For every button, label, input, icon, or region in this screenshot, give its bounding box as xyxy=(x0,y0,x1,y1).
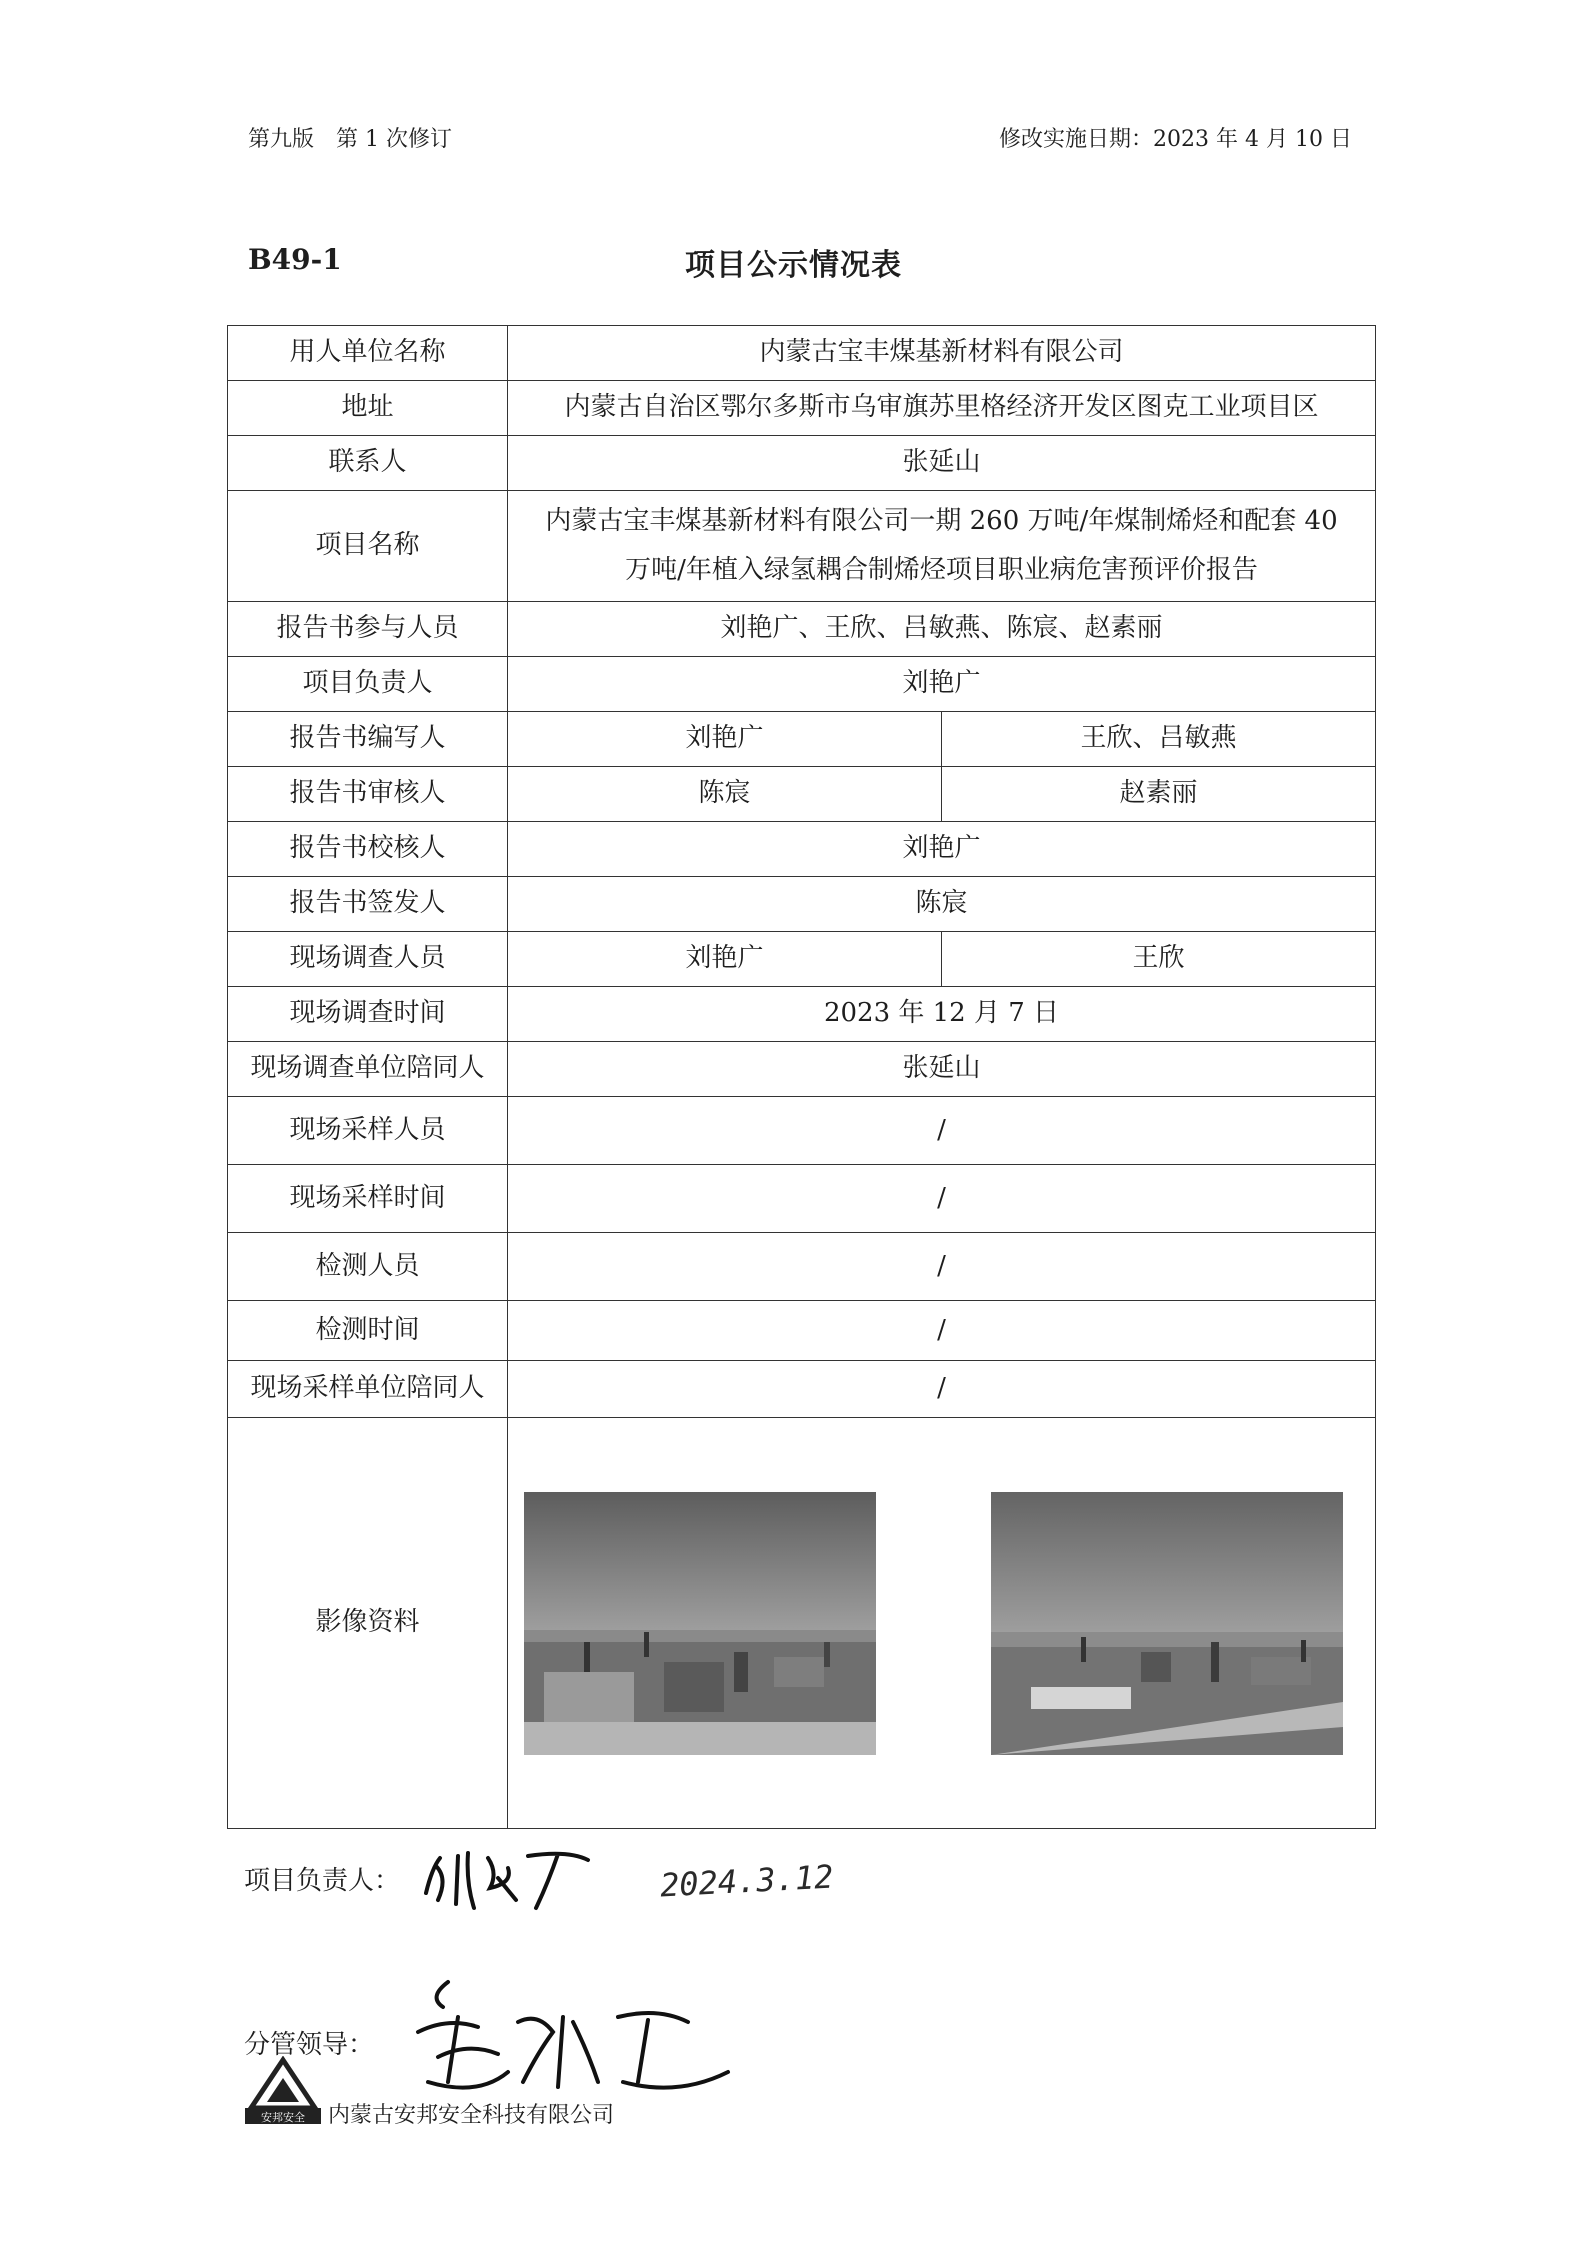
table-row xyxy=(228,657,1376,712)
survey-escort-value: 张延山 xyxy=(508,1042,1376,1097)
table-row xyxy=(228,767,1376,822)
contact-label: 联系人 xyxy=(228,436,508,491)
leader-label: 项目负责人 xyxy=(228,657,508,712)
table-row xyxy=(228,1301,1376,1361)
survey-staff-label: 现场调查人员 xyxy=(228,932,508,987)
testing-time-value: / xyxy=(508,1301,1376,1361)
table-row xyxy=(228,326,1376,381)
reviewer-value-b: 赵素丽 xyxy=(942,767,1376,822)
table-row xyxy=(228,1165,1376,1233)
employer-label: 用人单位名称 xyxy=(228,326,508,381)
sampling-time-label: 现场采样时间 xyxy=(228,1165,508,1233)
table-row xyxy=(228,602,1376,657)
site-photo-1 xyxy=(524,1492,876,1755)
issuer-label: 报告书签发人 xyxy=(228,877,508,932)
checker-label: 报告书校核人 xyxy=(228,822,508,877)
version-info: 第九版 第 1 次修订 xyxy=(248,127,452,152)
project-name-label: 项目名称 xyxy=(228,491,508,602)
table-row xyxy=(228,1418,1376,1829)
testing-staff-label: 检测人员 xyxy=(228,1233,508,1301)
leader-handwritten-signature xyxy=(418,1838,618,1918)
writer-label: 报告书编写人 xyxy=(228,712,508,767)
survey-time-label: 现场调查时间 xyxy=(228,987,508,1042)
project-info-table xyxy=(227,325,1376,1829)
testing-time-label: 检测时间 xyxy=(228,1301,508,1361)
logo-text: 安邦安全 xyxy=(261,2111,305,2124)
sampling-escort-label: 现场采样单位陪同人 xyxy=(228,1361,508,1418)
images-label: 影像资料 xyxy=(228,1418,508,1829)
table-row xyxy=(228,381,1376,436)
participants-label: 报告书参与人员 xyxy=(228,602,508,657)
reviewer-label: 报告书审核人 xyxy=(228,767,508,822)
table-row xyxy=(228,712,1376,767)
page-title: 项目公示情况表 xyxy=(685,248,902,283)
site-photo-2 xyxy=(991,1492,1343,1755)
table-row xyxy=(228,987,1376,1042)
sampling-staff-label: 现场采样人员 xyxy=(228,1097,508,1165)
table-row xyxy=(228,1233,1376,1301)
company-logo-icon xyxy=(243,2056,323,2126)
checker-value: 刘艳广 xyxy=(508,822,1376,877)
contact-value: 张延山 xyxy=(508,436,1376,491)
supervisor-signature-label: 分管领导： xyxy=(244,2030,375,2060)
table-row xyxy=(228,932,1376,987)
table-row xyxy=(228,491,1376,602)
survey-staff-value-b: 王欣 xyxy=(942,932,1376,987)
project-name-line-2: 万吨/年植入绿氢耦合制烯烃项目职业病危害预评价报告 xyxy=(625,555,1258,585)
survey-time-value: 2023 年 12 月 7 日 xyxy=(508,987,1376,1042)
writer-value-b: 王欣、吕敏燕 xyxy=(942,712,1376,767)
form-code: B49-1 xyxy=(248,243,342,276)
images-cell xyxy=(508,1418,1376,1829)
participants-value: 刘艳广、王欣、吕敏燕、陈宸、赵素丽 xyxy=(508,602,1376,657)
survey-escort-label: 现场调查单位陪同人 xyxy=(228,1042,508,1097)
leader-value: 刘艳广 xyxy=(508,657,1376,712)
survey-staff-value-a: 刘艳广 xyxy=(508,932,942,987)
company-name: 内蒙古安邦安全科技有限公司 xyxy=(328,2103,615,2128)
employer-value: 内蒙古宝丰煤基新材料有限公司 xyxy=(508,326,1376,381)
issuer-value: 陈宸 xyxy=(508,877,1376,932)
sampling-escort-value: / xyxy=(508,1361,1376,1418)
writer-value-a: 刘艳广 xyxy=(508,712,942,767)
table-row xyxy=(228,822,1376,877)
testing-staff-value: / xyxy=(508,1233,1376,1301)
table-row xyxy=(228,877,1376,932)
table-row xyxy=(228,1361,1376,1418)
reviewer-value-a: 陈宸 xyxy=(508,767,942,822)
supervisor-handwritten-signature xyxy=(388,1962,738,2112)
table-row xyxy=(228,1097,1376,1165)
project-name-line-1: 内蒙古宝丰煤基新材料有限公司一期 260 万吨/年煤制烯烃和配套 40 xyxy=(545,505,1338,536)
address-label: 地址 xyxy=(228,381,508,436)
leader-signature-label: 项目负责人： xyxy=(244,1866,401,1896)
leader-signature-date: 2024.3.12 xyxy=(659,1857,835,1905)
sampling-staff-value: / xyxy=(508,1097,1376,1165)
effective-date: 修改实施日期：2023 年 4 月 10 日 xyxy=(999,127,1352,152)
sampling-time-value: / xyxy=(508,1165,1376,1233)
table-row xyxy=(228,436,1376,491)
table-row xyxy=(228,1042,1376,1097)
address-value: 内蒙古自治区鄂尔多斯市乌审旗苏里格经济开发区图克工业项目区 xyxy=(508,381,1376,436)
project-name-value xyxy=(508,491,1376,602)
